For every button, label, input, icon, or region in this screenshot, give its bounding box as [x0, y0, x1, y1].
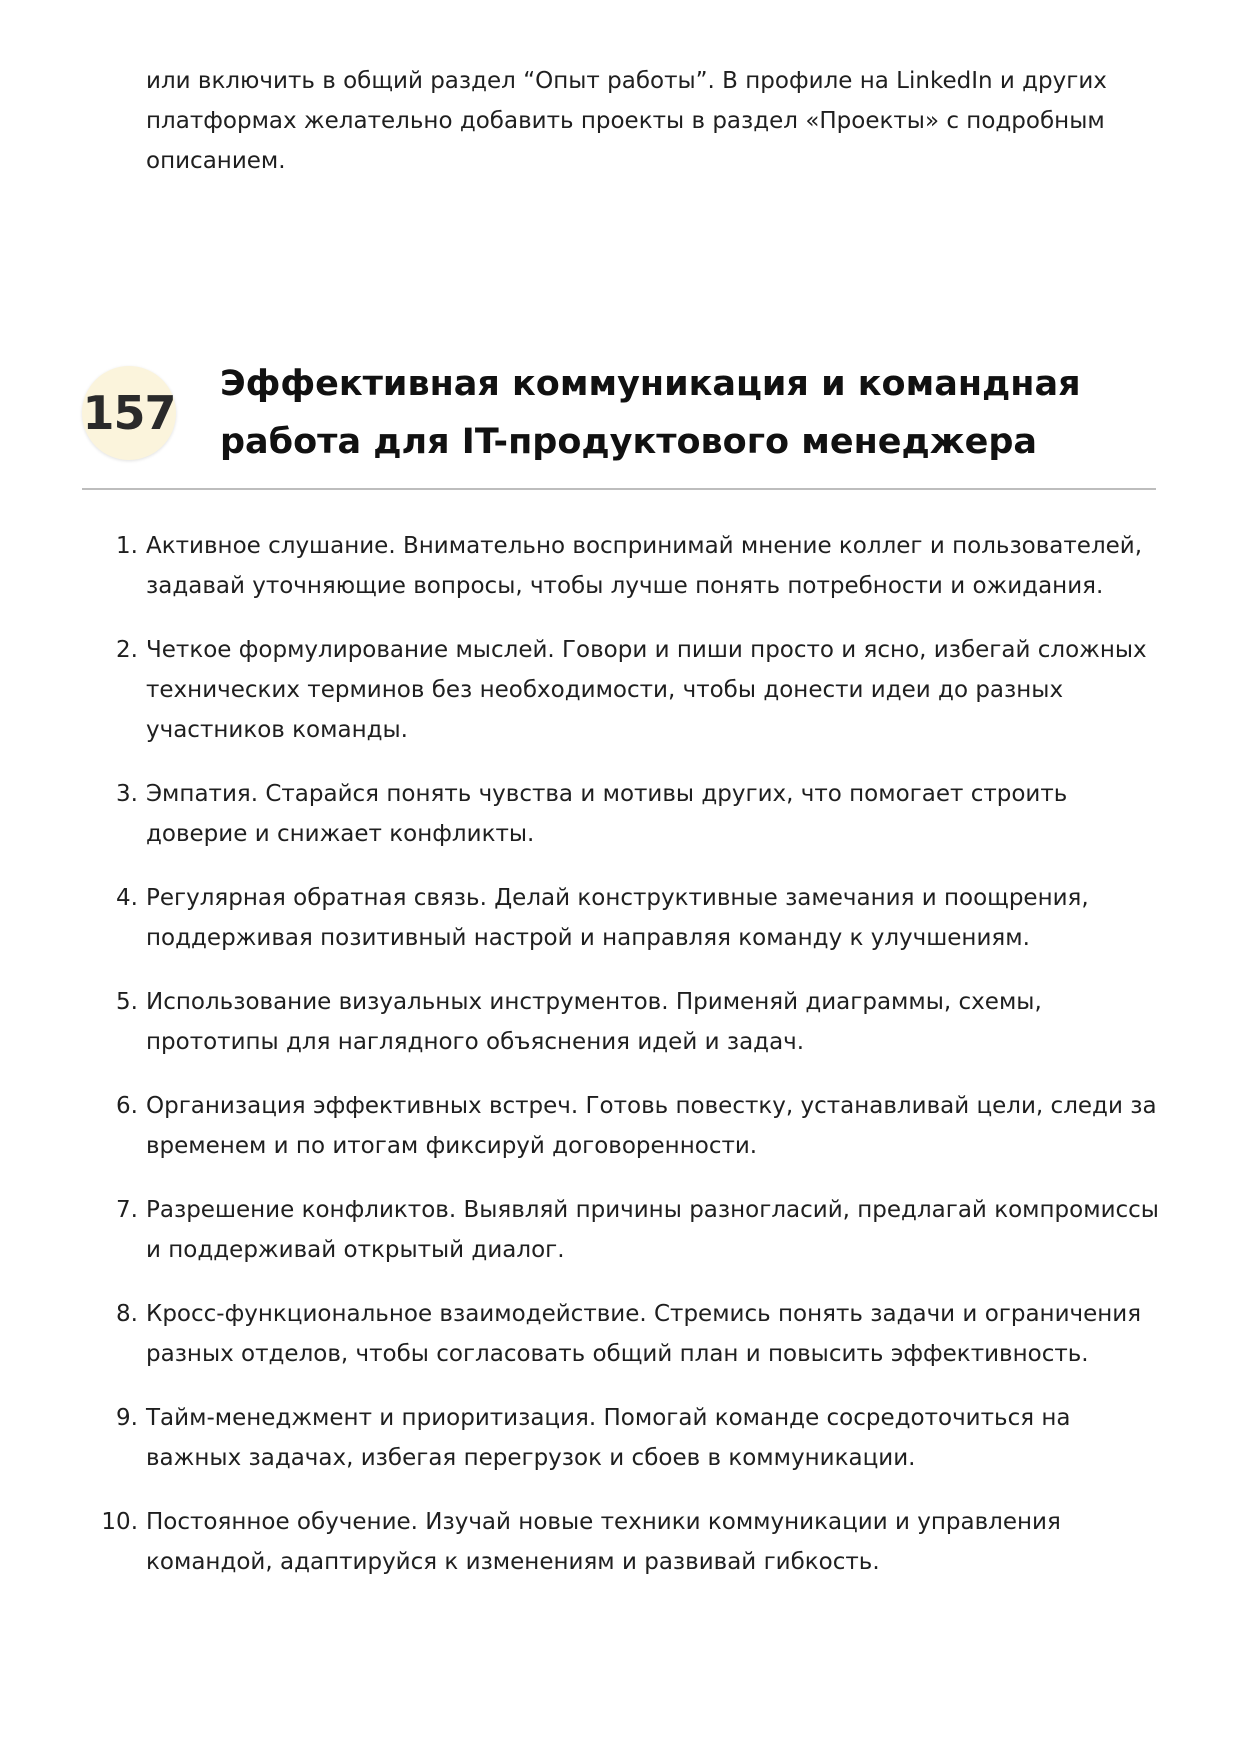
list-item-text: Регулярная обратная связь. Делай конструктивные замечания и поощрения, поддерживая позитивный настрой и направляя команду к улучшениям. [146, 885, 1089, 951]
list-item [100, 982, 1160, 1062]
list-item-text: Постоянное обучение. Изучай новые техники коммуникации и управления командой, адаптируйся к изменениям и развивай гибкость. [146, 1509, 1061, 1575]
list-item-number: 5. [116, 989, 138, 1015]
list-item [100, 1294, 1160, 1374]
list-item-text: Тайм-менеджмент и приоритизация. Помогай команде сосредоточиться на важных задачах, избегая перегрузок и сбоев в коммуникации. [146, 1405, 1071, 1471]
list-item [100, 1398, 1160, 1478]
section-title: Эффективная коммуникация и командная работа для IT-продуктового менеджера [220, 364, 1081, 462]
list-item-number: 3. [116, 781, 138, 807]
list-item-text: Кросс-функциональное взаимодействие. Стремись понять задачи и ограничения разных отделов, чтобы согласовать общий план и повысить эффективность. [146, 1301, 1142, 1367]
list-item [100, 1190, 1160, 1270]
list-item [100, 1086, 1160, 1166]
list-item-number: 1. [116, 533, 138, 559]
section-number-badge: 157 [82, 366, 176, 460]
list-item-text: Использование визуальных инструментов. Применяй диаграммы, схемы, прототипы для наглядного объяснения идей и задач. [146, 989, 1042, 1055]
list-item [100, 774, 1160, 854]
list-item-number: 9. [116, 1405, 138, 1431]
list-item [100, 878, 1160, 958]
list-item [100, 1502, 1160, 1582]
list-item-number: 8. [116, 1301, 138, 1327]
list-item-number: 10. [101, 1509, 138, 1535]
list-item-text: Активное слушание. Внимательно воспринимай мнение коллег и пользователей, задавай уточняющие вопросы, чтобы лучше понять потребности и ожидания. [146, 533, 1143, 599]
numbered-list [100, 526, 1160, 1606]
list-item [100, 526, 1160, 606]
list-item-number: 6. [116, 1093, 138, 1119]
list-item-text: Организация эффективных встреч. Готовь повестку, устанавливай цели, следи за временем и по итогам фиксируй договоренности. [146, 1093, 1157, 1159]
section-header [82, 358, 1156, 490]
list-item-number: 7. [116, 1197, 138, 1223]
list-item [100, 630, 1160, 750]
list-item-text: Четкое формулирование мыслей. Говори и пиши просто и ясно, избегай сложных технических терминов без необходимости, чтобы донести идеи до разных участников команды. [146, 637, 1147, 743]
list-item-text: Эмпатия. Старайся понять чувства и мотивы других, что помогает строить доверие и снижает конфликты. [146, 781, 1068, 847]
list-item-number: 4. [116, 885, 138, 911]
intro-paragraph: или включить в общий раздел “Опыт работы”. В профиле на LinkedIn и других платформах желательно добавить проекты в раздел «Проекты» с подробным описанием. [146, 68, 1107, 174]
list-item-text: Разрешение конфликтов. Выявляй причины разногласий, предлагай компромиссы и поддерживай открытый диалог. [146, 1197, 1159, 1263]
list-item-number: 2. [116, 637, 138, 663]
